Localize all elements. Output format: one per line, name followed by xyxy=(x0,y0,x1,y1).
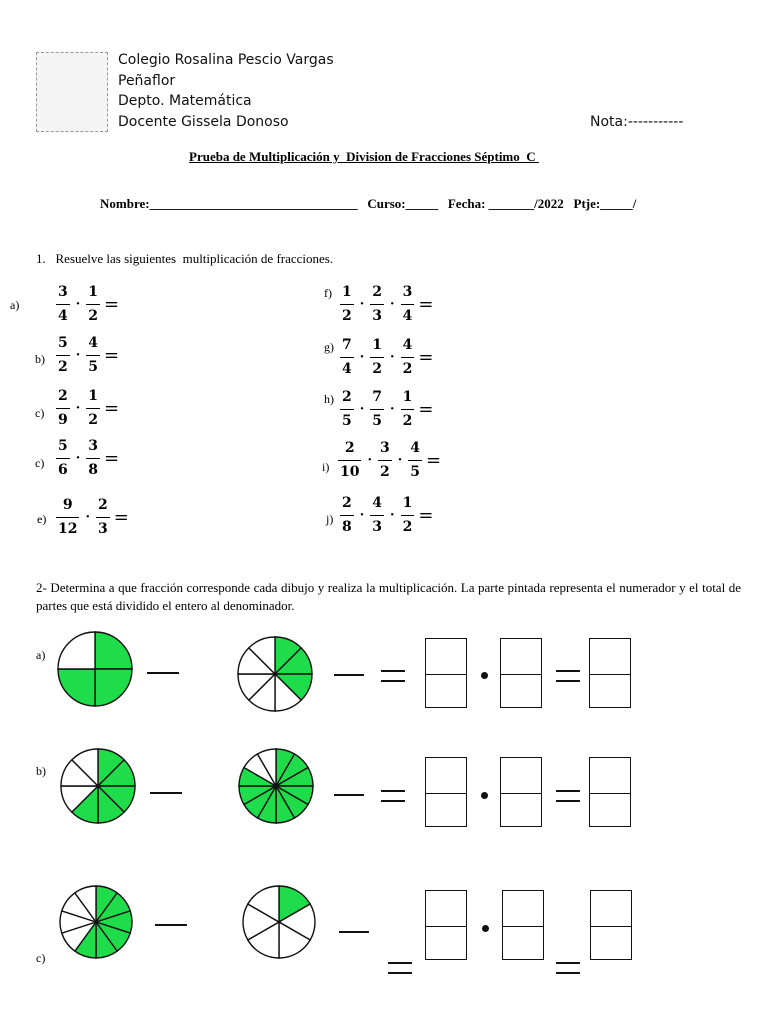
fraction-bar xyxy=(86,355,100,356)
fraction-bar xyxy=(503,926,543,927)
numerator: 4 xyxy=(410,440,421,456)
school-logo xyxy=(36,52,108,132)
teacher-name: Docente Gissela Donoso xyxy=(118,113,289,130)
multiply-sign: · xyxy=(390,350,395,366)
numerator: 1 xyxy=(88,388,99,404)
fraction xyxy=(96,497,110,538)
fraction-bar xyxy=(401,304,415,305)
exercise-label: f) xyxy=(324,286,332,300)
denominator: 5 xyxy=(372,413,383,430)
exercise-label: g) xyxy=(324,340,334,354)
exercise-label: b) xyxy=(36,764,46,778)
fraction-product xyxy=(338,337,433,378)
fraction-bar xyxy=(56,517,79,518)
answer-fraction-box[interactable] xyxy=(589,757,631,827)
question-2-prompt: 2- Determina a que fracción corresponde cada dibujo y realiza la multiplicación. La parte pintada representa el numerador y el total de partes que está dividido el entero al denominador. xyxy=(36,580,741,613)
fraction xyxy=(56,438,70,479)
school-city: Peñaflor xyxy=(118,72,176,89)
denominator: 8 xyxy=(342,519,352,536)
denominator: 2 xyxy=(88,308,99,325)
fraction xyxy=(86,335,100,376)
denominator: 5 xyxy=(410,464,421,481)
numerator: 3 xyxy=(380,440,390,456)
fraction-bar xyxy=(378,460,392,461)
numerator: 2 xyxy=(342,495,352,511)
fraction-bar xyxy=(86,304,100,305)
denominator: 8 xyxy=(88,462,99,479)
denominator: 12 xyxy=(58,521,78,538)
equals-sign xyxy=(381,790,405,802)
equals-sign xyxy=(556,962,580,974)
denominator: 6 xyxy=(58,462,68,479)
empty-sector xyxy=(58,632,95,669)
department: Depto. Matemática xyxy=(118,93,252,109)
numerator: 5 xyxy=(58,438,68,454)
fraction-bar xyxy=(56,408,70,409)
grade-field: Nota:----------- xyxy=(590,114,684,130)
fraction-blank-line xyxy=(339,931,369,933)
numerator: 9 xyxy=(62,497,73,513)
numerator: 2 xyxy=(372,284,383,300)
school-name: Colegio Rosalina Pescio Vargas xyxy=(118,52,334,68)
student-fields: Nombre:________________________________ Curso:_____ Fecha: _______/2022 Ptje:_____/ xyxy=(100,196,637,211)
denominator: 2 xyxy=(88,412,99,429)
multiply-sign: · xyxy=(75,401,81,417)
fraction-bar xyxy=(501,674,541,675)
fraction-bar xyxy=(340,304,354,305)
numerator: 1 xyxy=(402,389,413,405)
fraction-bar xyxy=(370,357,384,358)
numerator: 7 xyxy=(372,389,383,405)
shaded-sector xyxy=(95,669,132,706)
pie-chart-first xyxy=(57,883,135,961)
fraction-product xyxy=(54,335,119,376)
numerator: 1 xyxy=(372,337,383,353)
multiply-sign: · xyxy=(390,297,395,313)
fraction-blank-line xyxy=(155,924,187,926)
multiply-sign: · xyxy=(390,508,395,524)
numerator: 5 xyxy=(58,335,68,351)
numerator: 2 xyxy=(98,497,108,513)
multiply-sign: · xyxy=(359,297,365,313)
fraction-bar xyxy=(401,409,415,410)
fraction-blank-line xyxy=(147,672,179,674)
fraction-product xyxy=(338,284,433,325)
fraction xyxy=(340,389,354,430)
fraction xyxy=(401,389,415,430)
shaded-sector xyxy=(58,669,95,706)
fraction-bar xyxy=(86,408,100,409)
pie-chart-first xyxy=(55,629,135,709)
denominator: 2 xyxy=(372,361,383,378)
denominator: 4 xyxy=(402,308,413,325)
fraction-bar xyxy=(590,674,630,675)
fraction-box[interactable] xyxy=(425,890,467,960)
fraction-box[interactable] xyxy=(500,757,542,827)
fraction-product xyxy=(54,284,119,325)
fraction-bar xyxy=(426,793,466,794)
pie-chart-first xyxy=(58,746,138,826)
fraction xyxy=(408,440,422,481)
exercise-label: a) xyxy=(36,648,46,662)
numerator: 1 xyxy=(342,284,352,300)
fraction-bar xyxy=(408,460,422,461)
fraction xyxy=(401,495,415,536)
numerator: 2 xyxy=(342,389,352,405)
exercise-label: h) xyxy=(324,392,334,406)
equals-sign: = xyxy=(418,505,434,527)
fraction-box[interactable] xyxy=(425,757,467,827)
equals-sign: = xyxy=(418,347,434,369)
fraction xyxy=(56,335,70,376)
equals-sign: = xyxy=(104,398,120,420)
fraction-blank-line xyxy=(334,794,364,796)
shaded-sector xyxy=(95,632,132,669)
equals-sign: = xyxy=(418,294,434,316)
fraction-box[interactable] xyxy=(502,890,544,960)
equals-sign xyxy=(556,790,580,802)
fraction-bar xyxy=(340,409,354,410)
fraction-product xyxy=(336,440,441,481)
fraction xyxy=(378,440,392,481)
denominator: 3 xyxy=(98,521,108,538)
exercise-label: a) xyxy=(10,298,20,312)
denominator: 5 xyxy=(342,413,352,430)
fraction xyxy=(340,495,354,536)
fraction xyxy=(401,284,415,325)
fraction-bar xyxy=(340,515,354,516)
fraction-bar xyxy=(590,793,630,794)
fraction-bar xyxy=(426,674,466,675)
exercise-label: b) xyxy=(35,352,45,366)
denominator: 5 xyxy=(88,359,99,376)
fraction-product xyxy=(54,438,119,479)
denominator: 3 xyxy=(372,519,383,536)
fraction-bar xyxy=(96,517,110,518)
denominator: 2 xyxy=(402,413,413,430)
fraction-bar xyxy=(340,357,354,358)
pie-chart-second xyxy=(236,746,316,826)
equals-sign xyxy=(556,670,580,682)
fraction xyxy=(370,495,384,536)
fraction-bar xyxy=(591,926,631,927)
exercise-label: e) xyxy=(37,512,47,526)
equals-sign xyxy=(381,670,405,682)
fraction-blank-line xyxy=(334,674,364,676)
fraction-box[interactable] xyxy=(500,638,542,708)
fraction xyxy=(370,389,384,430)
fraction-bar xyxy=(370,409,384,410)
exercise-label: c) xyxy=(36,951,46,965)
numerator: 7 xyxy=(342,337,352,353)
fraction-bar xyxy=(56,304,70,305)
fraction-box[interactable] xyxy=(425,638,467,708)
fraction-product xyxy=(54,388,119,429)
fraction xyxy=(56,284,70,325)
denominator: 2 xyxy=(342,308,352,325)
exercise-label: c) xyxy=(35,456,45,470)
multiply-sign: · xyxy=(85,510,91,526)
fraction-bar xyxy=(426,926,466,927)
fraction xyxy=(370,337,384,378)
answer-fraction-box[interactable] xyxy=(590,890,632,960)
numerator: 2 xyxy=(58,388,68,404)
denominator: 2 xyxy=(58,359,68,376)
denominator: 4 xyxy=(58,308,68,325)
exercise-label: j) xyxy=(326,512,334,526)
numerator: 4 xyxy=(402,337,413,353)
fraction xyxy=(338,440,361,481)
multiply-sign: · xyxy=(75,297,81,313)
numerator: 4 xyxy=(372,495,383,511)
numerator: 3 xyxy=(58,284,68,300)
numerator: 3 xyxy=(402,284,413,300)
equals-sign: = xyxy=(104,345,120,367)
denominator: 9 xyxy=(58,412,68,429)
multiply-sign: · xyxy=(397,453,403,469)
fraction xyxy=(86,438,100,479)
equals-sign: = xyxy=(113,507,129,529)
multiply-dot xyxy=(481,672,488,679)
fraction-bar xyxy=(86,458,100,459)
fraction-bar xyxy=(56,458,70,459)
fraction-bar xyxy=(501,793,541,794)
denominator: 2 xyxy=(402,519,413,536)
fraction-bar xyxy=(370,304,384,305)
fraction xyxy=(86,388,100,429)
fraction-product xyxy=(338,389,433,430)
fraction xyxy=(401,337,415,378)
multiply-dot xyxy=(481,792,488,799)
equals-sign: = xyxy=(426,450,442,472)
multiply-sign: · xyxy=(367,453,373,469)
multiply-sign: · xyxy=(390,402,395,418)
equals-sign: = xyxy=(104,294,120,316)
multiply-sign: · xyxy=(359,508,365,524)
denominator: 10 xyxy=(340,464,360,481)
numerator: 1 xyxy=(88,284,99,300)
fraction xyxy=(370,284,384,325)
pie-chart-second xyxy=(235,634,315,714)
test-title: Prueba de Multiplicación y Division de Fracciones Séptimo C xyxy=(189,149,539,164)
school-header xyxy=(118,50,334,132)
equals-sign: = xyxy=(418,399,434,421)
pie-chart-second xyxy=(240,883,318,961)
multiply-sign: · xyxy=(75,451,81,467)
fraction-bar xyxy=(56,355,70,356)
multiply-sign: · xyxy=(75,348,81,364)
fraction xyxy=(340,284,354,325)
fraction xyxy=(340,337,354,378)
numerator: 1 xyxy=(402,495,413,511)
exercise-label: i) xyxy=(322,460,330,474)
equals-sign xyxy=(388,962,412,974)
denominator: 3 xyxy=(372,308,383,325)
fraction-blank-line xyxy=(150,792,182,794)
exercise-label: c) xyxy=(35,406,45,420)
denominator: 2 xyxy=(402,361,413,378)
fraction-product xyxy=(338,495,433,536)
equals-sign: = xyxy=(104,448,120,470)
fraction xyxy=(56,388,70,429)
fraction-product xyxy=(54,497,129,538)
multiply-dot xyxy=(482,925,489,932)
fraction-bar xyxy=(401,515,415,516)
fraction xyxy=(86,284,100,325)
denominator: 2 xyxy=(380,464,390,481)
fraction xyxy=(56,497,79,538)
fraction-bar xyxy=(370,515,384,516)
numerator: 2 xyxy=(344,440,355,456)
denominator: 4 xyxy=(342,361,352,378)
question-1-prompt: 1. Resuelve las siguientes multiplicación de fracciones. xyxy=(36,251,334,266)
fraction-bar xyxy=(338,460,361,461)
fraction-bar xyxy=(401,357,415,358)
numerator: 3 xyxy=(88,438,99,454)
multiply-sign: · xyxy=(359,350,365,366)
numerator: 4 xyxy=(88,335,99,351)
answer-fraction-box[interactable] xyxy=(589,638,631,708)
multiply-sign: · xyxy=(359,402,365,418)
